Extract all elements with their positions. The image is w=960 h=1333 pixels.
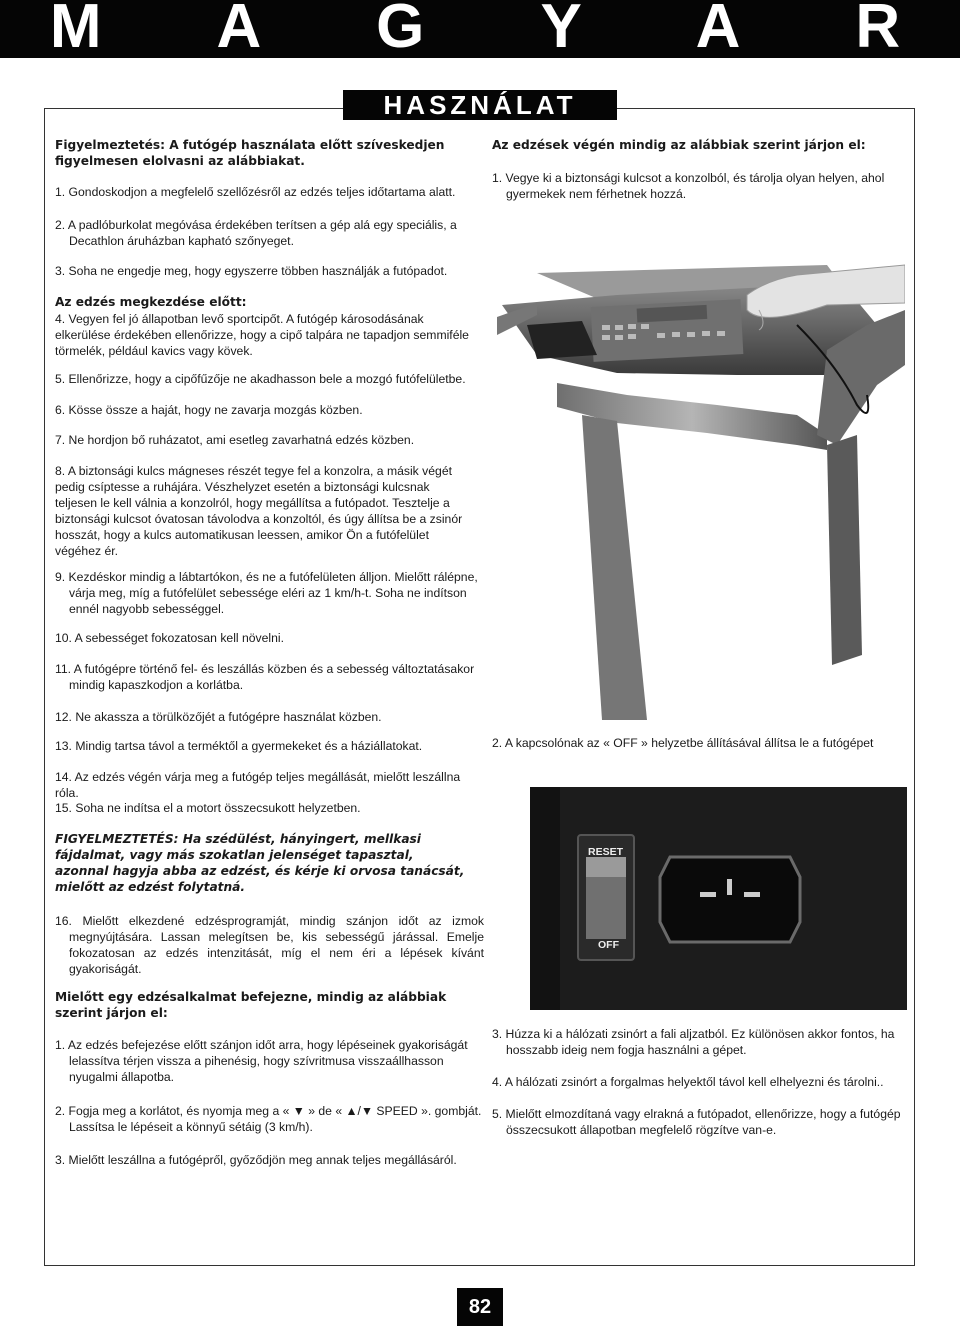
header-bar [0, 0, 960, 61]
instruction-4: 4. Vegyen fel jó állapotban levő sportcipőt. A futógép károsodásának elkerülése érdekében ellenőrizze, hogy a cipő talpára ne tapadjon semmiféle törmelék, például kavics vagy kövek. [55, 312, 469, 358]
reset-label: RESET [588, 846, 624, 858]
off-label: OFF [598, 939, 619, 951]
instruction-5: 5. Ellenőrizze, hogy a cipőfűzője ne akadhasson bele a mozgó futófelületbe. [55, 372, 466, 386]
health-warning: FIGYELMEZTETÉS: Ha szédülést, hányingert, mellkasi fájdalmat, vagy más szokatlan jelenséget tapasztal, azonnal hagyja abba az edzést, és kérje ki orvosa tanácsát, mielőtt az edzést folytatná. [55, 832, 465, 894]
end-step-1: 1. Vegye ki a biztonsági kulcsot a konzolból, és tárolja olyan helyen, ahol gyermekek nem férhetnek hozzá. [492, 171, 885, 201]
cooldown-heading: Mielőtt egy edzésalkalmat befejezne, mindig az alábbiak szerint járjon el: [55, 990, 447, 1020]
cooldown-step-1: 1. Az edzés befejezése előtt szánjon időt arra, hogy lépéseinek gyakoriságát lelassítva térjen vissza a pihenésig, hogy szívritmusa visszaállhasson nyugalmi állapotba. [55, 1038, 468, 1084]
instruction-15: 15. Soha ne indítsa el a motort összecsukott helyzetben. [55, 801, 361, 815]
instruction-1: 1. Gondoskodjon a megfelelő szellőzésről az edzés teljes időtartama alatt. [55, 185, 456, 199]
warning-heading: Figyelmeztetés: A futógép használata előtt szíveskedjen figyelmesen elolvasni az alábbiakat. [55, 138, 445, 168]
page-number: 82 [457, 1288, 503, 1326]
instruction-8: 8. A biztonsági kulcs mágneses részét tegye fel a konzolra, a másik végét pedig csíptesse a ruhájára. Vészhelyzet esetén a biztonsági kulcsnak teljesen le kell válnia a konzolról, hogy megállítsa a futópadot. Tesztelje a biztonsági kulcsot óvatosan távolodva a konzoltól, és úgy állítsa be a zsinór hosszát, hogy a kulcs automatikusan leessen, amikor Ön a futófelület végéhez ér. [55, 464, 463, 558]
language-title: M A G Y A R [49, 0, 951, 61]
instruction-3: 3. Soha ne engedje meg, hogy egyszerre többen használják a futópadot. [55, 264, 448, 278]
instruction-13: 13. Mindig tartsa távol a terméktől a gyermekeket és a háziállatokat. [55, 739, 423, 753]
instruction-12: 12. Ne akassza a törülközőjét a futógépre használat közben. [55, 710, 382, 724]
cooldown-step-2: 2. Fogja meg a korlátot, és nyomja meg a « ▼ » de « ▲/▼ SPEED ». gombját. Lassítsa le lépéseit a könnyű sétáig (3 km/h). [55, 1104, 482, 1134]
cooldown-step-3: 3. Mielőtt leszállna a futógépről, győződjön meg annak teljes megállásáról. [55, 1153, 457, 1167]
section-title: HASZNÁLAT [343, 90, 617, 120]
end-step-4: 4. A hálózati zsinórt a forgalmas helyektől távol kell elhelyezni és tárolni.. [492, 1075, 884, 1089]
instruction-7: 7. Ne hordjon bő ruházatot, ami esetleg zavarhatná edzés közben. [55, 433, 415, 447]
end-step-3: 3. Húzza ki a hálózati zsinórt a fali aljzatból. Ez különösen akkor fontos, ha hosszabb ideig nem fogja használni a gépet. [492, 1027, 895, 1057]
instruction-10: 10. A sebességet fokozatosan kell növelni. [55, 631, 285, 645]
instruction-11: 11. A futógépre történő fel- és leszállás közben és a sebesség változtatásakor mindig kapaszkodjon a korlátba. [55, 662, 475, 692]
end-workout-heading: Az edzések végén mindig az alábbiak szerint járjon el: [492, 138, 866, 152]
before-workout-heading: Az edzés megkezdése előtt: [55, 295, 247, 309]
instruction-2: 2. A padlóburkolat megóvása érdekében terítsen a gép alá egy speciális, a Decathlon áruházban kapható szőnyeget. [55, 218, 457, 248]
instruction-6: 6. Kösse össze a haját, hogy ne zavarja mozgás közben. [55, 403, 363, 417]
end-step-2: 2. A kapcsolónak az « OFF » helyzetbe állításával állítsa le a futógépet [492, 736, 874, 750]
power-switch-photo [530, 787, 907, 1010]
treadmill-console-photo [497, 255, 905, 720]
instruction-16: 16. Mielőtt elkezdené edzésprogramját, mindig szánjon időt az izmok megnyújtására. Lassan melegítsen be, kis sebességű járással. Emelje fokozatosan az edzés intenzitását, míg el nem éri a lépések kívánt gyakoriságát. [55, 914, 484, 976]
instruction-9: 9. Kezdéskor mindig a lábtartókon, és ne a futófelületen álljon. Mielőtt rálépne, várja meg, míg a futófelület sebessége eléri az 1 km/h-t. Soha ne indítson ennél nagyobb sebességgel. [55, 570, 478, 616]
end-step-5: 5. Mielőtt elmozdítaná vagy elrakná a futópadot, ellenőrizze, hogy a futógép összecsukott állapotban megfelelő rögzítve van-e. [492, 1107, 901, 1137]
instruction-14: 14. Az edzés végén várja meg a futógép teljes megállását, mielőtt leszállna róla. [55, 770, 461, 800]
